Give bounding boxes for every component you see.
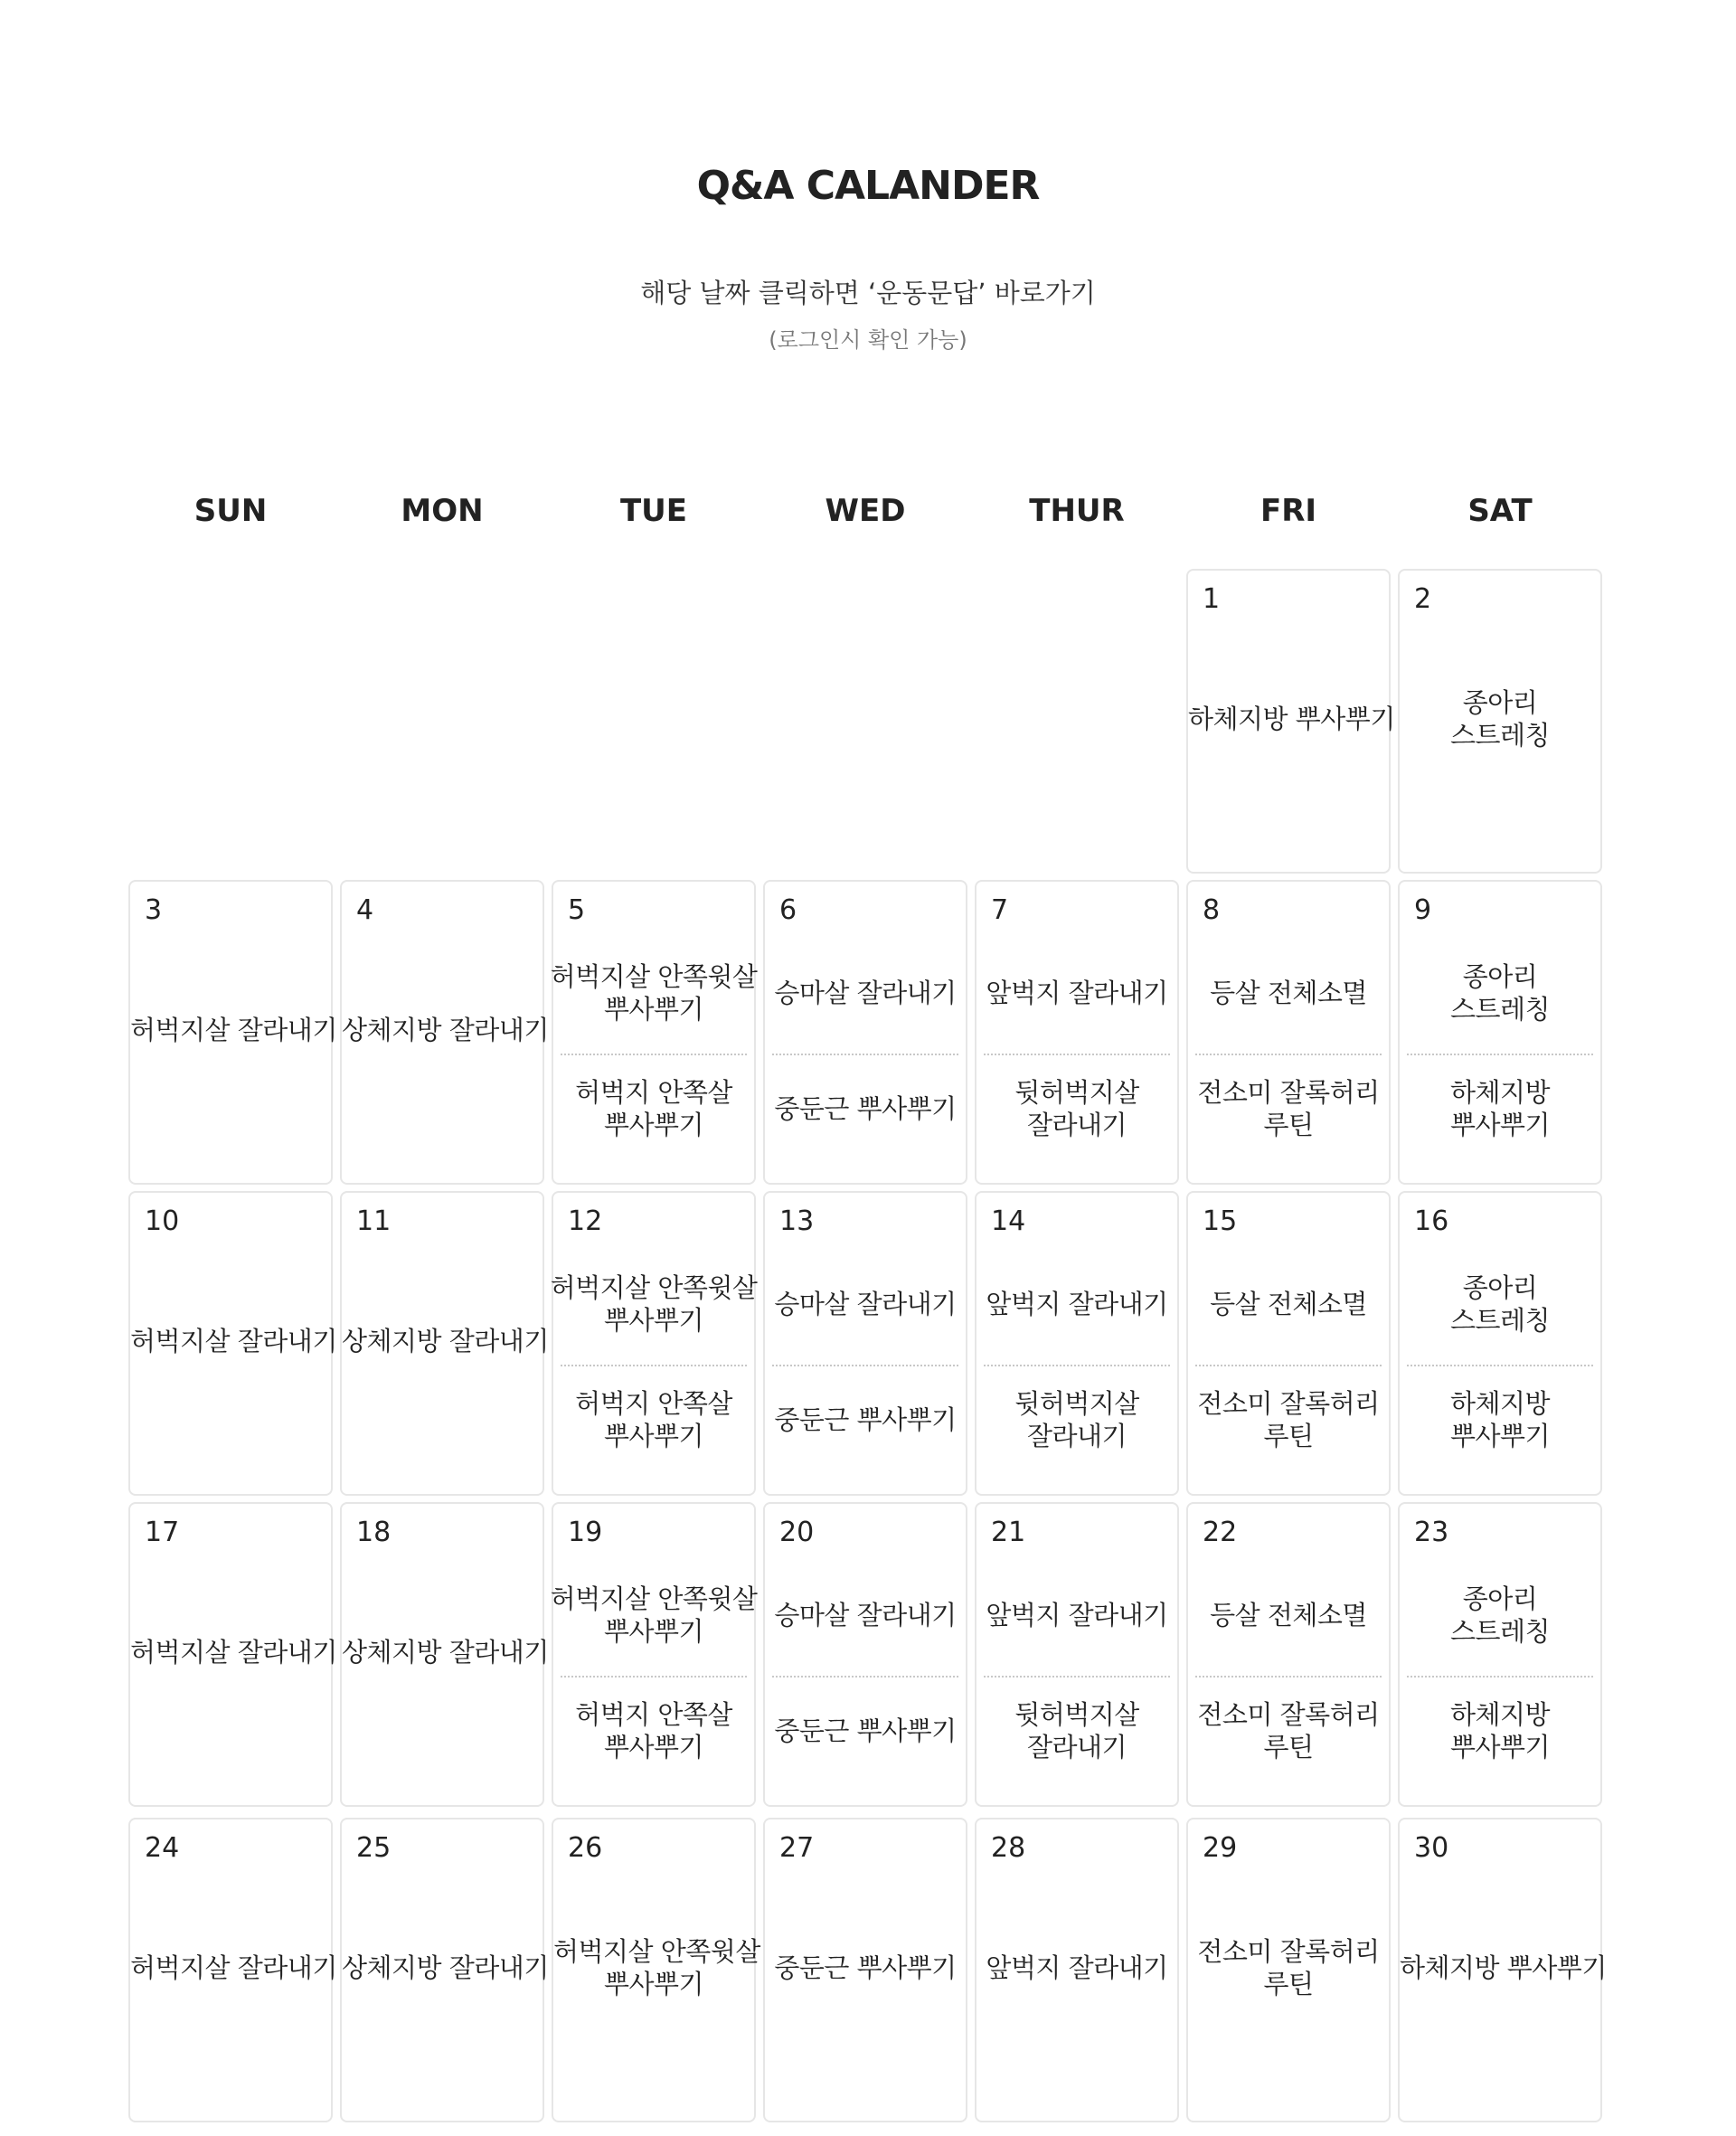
workout-entry-text	[1210, 977, 1367, 1009]
workout-entry-line: 뿌사뿌기	[603, 1420, 704, 1451]
day-number: 27	[779, 1832, 815, 1864]
workout-entry-line: 허벅지살 안쪽윗살	[553, 1936, 760, 1967]
workout-entry-primary[interactable]	[550, 1565, 758, 1665]
workout-entry-text	[1197, 1698, 1379, 1763]
day-cell-26[interactable]	[552, 1818, 760, 2122]
workout-entry[interactable]	[976, 1952, 1177, 1984]
workout-entry-text	[1450, 960, 1550, 1025]
workout-entry-text	[551, 960, 758, 1025]
day-cell-14[interactable]	[975, 1191, 1179, 1496]
workout-entry[interactable]	[342, 1636, 549, 1668]
workout-entry-line: 뿌사뿌기	[603, 1305, 704, 1336]
workout-entry-primary[interactable]	[1400, 1565, 1600, 1665]
weekday-wed: WED	[825, 493, 906, 529]
workout-entry-line: 앞벅지 잘라내기	[986, 1952, 1168, 1983]
day-number: 3	[145, 894, 163, 926]
day-cell-17[interactable]	[128, 1502, 337, 1807]
day-number: 15	[1203, 1205, 1238, 1237]
workout-entry-line: 루틴	[1263, 1731, 1314, 1763]
workout-entry-line: 허벅지살 안쪽윗살	[550, 1272, 758, 1303]
workout-entry-secondary[interactable]	[1188, 1674, 1389, 1787]
workout-entry-line: 종아리	[1462, 961, 1538, 992]
day-cell-15[interactable]	[1186, 1191, 1391, 1496]
workout-entry-line: 중둔근 뿌사뿌기	[774, 1092, 957, 1124]
day-number: 30	[1414, 1832, 1449, 1864]
workout-entry-secondary[interactable]	[1188, 1052, 1389, 1165]
workout-entry-text	[774, 1715, 956, 1747]
workout-entry-text	[1210, 1599, 1367, 1631]
workout-entry-secondary[interactable]	[553, 1052, 754, 1165]
workout-entry-line: 종아리	[1462, 1272, 1538, 1303]
workout-entry-text	[1450, 1387, 1550, 1452]
day-cell-4[interactable]	[340, 880, 549, 1185]
workout-entry-line: 스트레칭	[1449, 1616, 1551, 1647]
day-number: 13	[779, 1205, 815, 1237]
workout-entry-line: 스트레칭	[1449, 720, 1551, 751]
workout-entry-line: 전소미 잘록허리	[1197, 1387, 1380, 1419]
day-cell-28[interactable]	[975, 1818, 1179, 2122]
workout-entry-text	[774, 1404, 956, 1436]
workout-entry[interactable]	[342, 1014, 549, 1046]
workout-entry[interactable]	[342, 1325, 549, 1357]
workout-entry-secondary[interactable]	[1188, 1363, 1389, 1476]
workout-entry-line: 잘라내기	[1026, 1731, 1127, 1763]
day-number: 26	[568, 1832, 603, 1864]
workout-entry-line: 뿌사뿌기	[603, 1969, 704, 1999]
workout-entry-line: 뿌사뿌기	[603, 994, 704, 1025]
workout-entry[interactable]	[1400, 1952, 1607, 1984]
day-cell-3[interactable]	[128, 880, 337, 1185]
day-cell-6[interactable]	[763, 880, 967, 1185]
workout-entry[interactable]	[765, 1952, 966, 1984]
workout-entry-line: 중둔근 뿌사뿌기	[774, 1952, 957, 1983]
workout-entry-line: 등살 전체소멸	[1210, 1289, 1367, 1319]
weekday-sat: SAT	[1467, 493, 1533, 529]
workout-entry-line: 허벅지 안쪽살	[575, 1076, 732, 1108]
workout-entry-text	[1450, 1583, 1550, 1648]
workout-entry-line: 루틴	[1263, 1420, 1314, 1451]
workout-entry-text	[774, 977, 956, 1009]
workout-entry-line: 중둔근 뿌사뿌기	[774, 1715, 957, 1746]
day-cell-1[interactable]	[1186, 569, 1395, 874]
workout-entry-text	[575, 1698, 732, 1763]
workout-entry-line: 등살 전체소멸	[1210, 1600, 1367, 1630]
workout-entry-line: 앞벅지 잘라내기	[986, 1600, 1168, 1630]
day-cell-5[interactable]	[552, 880, 756, 1185]
workout-entry[interactable]	[130, 1014, 337, 1046]
workout-entry-text	[986, 1599, 1167, 1631]
workout-entry-line: 전소미 잘록허리	[1197, 1698, 1380, 1730]
workout-entry-line: 앞벅지 잘라내기	[986, 1289, 1168, 1319]
workout-entry-line: 하체지방	[1449, 1698, 1551, 1730]
workout-entry-line: 허벅지 안쪽살	[575, 1698, 732, 1730]
workout-entry-primary[interactable]	[550, 1254, 758, 1354]
day-cell-2[interactable]	[1398, 569, 1602, 874]
workout-entry-line: 뿌사뿌기	[603, 1616, 704, 1647]
workout-entry-secondary[interactable]	[765, 1363, 966, 1476]
workout-entry-primary[interactable]	[976, 1565, 1177, 1665]
workout-entry-secondary[interactable]	[976, 1052, 1177, 1165]
workout-entry[interactable]	[553, 1935, 760, 2000]
weekday-mon: MON	[401, 493, 484, 529]
workout-entry[interactable]	[130, 1325, 337, 1357]
workout-entry-text	[551, 1271, 758, 1337]
workout-entry-line: 뒷허벅지살	[1014, 1387, 1139, 1419]
day-cell-16[interactable]	[1398, 1191, 1602, 1496]
workout-entry-primary[interactable]	[976, 1254, 1177, 1354]
workout-entry-primary[interactable]	[976, 943, 1177, 1043]
day-number: 28	[991, 1832, 1026, 1864]
workout-entry[interactable]	[1188, 703, 1395, 735]
weekday-sun: SUN	[193, 493, 268, 529]
workout-entry-primary[interactable]	[1188, 943, 1389, 1043]
day-cell-9[interactable]	[1398, 880, 1602, 1185]
workout-entry-line: 등살 전체소멸	[1210, 978, 1367, 1008]
workout-entry-line: 상체지방 잘라내기	[342, 1326, 549, 1356]
workout-entry-secondary[interactable]	[976, 1674, 1177, 1787]
day-cell-18[interactable]	[340, 1502, 549, 1807]
day-number: 14	[991, 1205, 1026, 1237]
workout-entry-text	[1210, 1288, 1367, 1320]
workout-entry-line: 뒷허벅지살	[1014, 1698, 1139, 1730]
day-number: 2	[1414, 583, 1432, 615]
workout-entry-primary[interactable]	[1188, 1254, 1389, 1354]
workout-entry[interactable]	[130, 1952, 337, 1984]
workout-entry-text	[774, 1092, 956, 1125]
day-number: 6	[779, 894, 797, 926]
day-cell-29[interactable]	[1186, 1818, 1391, 2122]
day-number: 11	[356, 1205, 392, 1237]
page-subtitle: 해당 날짜 클릭하면 ‘운동문답’ 바로가기	[640, 278, 1096, 308]
day-number: 22	[1203, 1517, 1238, 1548]
day-number: 21	[991, 1517, 1026, 1548]
workout-entry-line: 상체지방 잘라내기	[342, 1637, 549, 1668]
workout-entry-line: 스트레칭	[1449, 994, 1551, 1025]
workout-entry-line: 종아리	[1462, 1583, 1538, 1614]
workout-entry-line: 하체지방 뿌사뿌기	[1188, 704, 1395, 734]
workout-entry-secondary[interactable]	[1400, 1363, 1600, 1476]
day-number: 29	[1203, 1832, 1238, 1864]
workout-entry-primary[interactable]	[765, 1254, 966, 1354]
workout-entry-line: 승마살 잘라내기	[774, 1289, 957, 1319]
day-cell-23[interactable]	[1398, 1502, 1602, 1807]
workout-entry-primary[interactable]	[550, 943, 758, 1043]
workout-entry-line: 허벅지살 잘라내기	[130, 1326, 337, 1356]
workout-entry-text	[1197, 1387, 1379, 1452]
workout-entry-line: 허벅지살 안쪽윗살	[550, 1583, 758, 1614]
workout-entry-line: 스트레칭	[1449, 1305, 1551, 1336]
day-number: 5	[568, 894, 586, 926]
day-cell-8[interactable]	[1186, 880, 1391, 1185]
day-number: 10	[145, 1205, 180, 1237]
workout-entry-line: 승마살 잘라내기	[774, 1600, 957, 1630]
day-cell-11[interactable]	[340, 1191, 549, 1496]
workout-entry-primary[interactable]	[765, 943, 966, 1043]
workout-entry-line: 하체지방	[1449, 1076, 1551, 1108]
workout-entry-text	[1197, 1076, 1379, 1141]
workout-entry-text	[1014, 1076, 1139, 1141]
workout-entry-primary[interactable]	[1400, 943, 1600, 1043]
workout-entry-line: 허벅지살 잘라내기	[130, 1015, 337, 1045]
day-cell-24[interactable]	[128, 1818, 337, 2122]
workout-entry-line: 허벅지살 잘라내기	[130, 1952, 337, 1983]
workout-entry-line: 전소미 잘록허리	[1197, 1936, 1380, 1967]
weekday-thur: THUR	[1029, 493, 1125, 529]
workout-entry-line: 루틴	[1263, 1969, 1314, 1999]
day-cell-10[interactable]	[128, 1191, 337, 1496]
workout-entry-primary[interactable]	[1400, 1254, 1600, 1354]
day-number: 1	[1203, 583, 1221, 615]
workout-entry-line: 중둔근 뿌사뿌기	[774, 1404, 957, 1435]
workout-entry-primary[interactable]	[1188, 1565, 1389, 1665]
day-cell-7[interactable]	[975, 880, 1179, 1185]
day-number: 17	[145, 1517, 180, 1548]
weekday-fri: FRI	[1260, 493, 1317, 529]
workout-entry-line: 뿌사뿌기	[1449, 1109, 1551, 1140]
day-number: 7	[991, 894, 1009, 926]
workout-entry-line: 뒷허벅지살	[1014, 1076, 1139, 1108]
day-number: 8	[1203, 894, 1221, 926]
workout-entry-line: 상체지방 잘라내기	[342, 1015, 549, 1045]
day-cell-25[interactable]	[340, 1818, 549, 2122]
login-note: (로그인시 확인 가능)	[769, 327, 967, 353]
day-number: 19	[568, 1517, 603, 1548]
workout-entry-line: 허벅지살 안쪽윗살	[550, 961, 758, 992]
workout-entry-line: 전소미 잘록허리	[1197, 1076, 1380, 1108]
day-cell-20[interactable]	[763, 1502, 967, 1807]
workout-entry-secondary[interactable]	[553, 1674, 754, 1787]
workout-entry-text	[1450, 1076, 1550, 1141]
day-number: 24	[145, 1832, 180, 1864]
day-number: 16	[1414, 1205, 1449, 1237]
workout-entry-line: 하체지방 뿌사뿌기	[1400, 1952, 1607, 1983]
workout-entry-secondary[interactable]	[1400, 1052, 1600, 1165]
day-number: 20	[779, 1517, 815, 1548]
workout-entry[interactable]	[130, 1636, 337, 1668]
workout-entry-text	[986, 1288, 1167, 1320]
workout-entry-secondary[interactable]	[765, 1052, 966, 1165]
workout-entry-text	[986, 977, 1167, 1009]
workout-entry-text	[1450, 1271, 1550, 1337]
workout-entry-text	[774, 1288, 956, 1320]
day-number: 23	[1414, 1517, 1449, 1548]
day-number: 4	[356, 894, 374, 926]
day-cell-19[interactable]	[552, 1502, 756, 1807]
workout-entry[interactable]	[342, 1952, 549, 1984]
workout-entry-line: 뿌사뿌기	[1449, 1420, 1551, 1451]
workout-entry-text	[774, 1599, 956, 1631]
workout-entry-text	[1014, 1698, 1139, 1763]
workout-entry-line: 뿌사뿌기	[1449, 1731, 1551, 1763]
workout-entry-line: 허벅지살 잘라내기	[130, 1637, 337, 1668]
workout-entry-line: 잘라내기	[1026, 1109, 1127, 1140]
workout-entry-line: 뿌사뿌기	[603, 1731, 704, 1763]
workout-entry-text	[551, 1583, 758, 1648]
workout-entry[interactable]	[1188, 1935, 1389, 2000]
day-cell-22[interactable]	[1186, 1502, 1391, 1807]
day-number: 25	[356, 1832, 392, 1864]
workout-entry-line: 뿌사뿌기	[603, 1109, 704, 1140]
workout-entry-secondary[interactable]	[765, 1674, 966, 1787]
day-number: 18	[356, 1517, 392, 1548]
weekday-tue: TUE	[619, 493, 688, 529]
workout-entry-secondary[interactable]	[976, 1363, 1177, 1476]
workout-entry-line: 루틴	[1263, 1109, 1314, 1140]
day-cell-21[interactable]	[975, 1502, 1179, 1807]
page-title: Q&A CALANDER	[696, 163, 1040, 209]
day-cell-13[interactable]	[763, 1191, 967, 1496]
day-cell-30[interactable]	[1398, 1818, 1607, 2122]
workout-entry-text	[575, 1076, 732, 1141]
workout-entry-line: 종아리	[1462, 687, 1538, 718]
workout-entry-primary[interactable]	[765, 1565, 966, 1665]
workout-entry-line: 잘라내기	[1026, 1420, 1127, 1451]
workout-entry[interactable]	[1400, 686, 1600, 751]
workout-entry-text	[575, 1387, 732, 1452]
workout-entry-secondary[interactable]	[1400, 1674, 1600, 1787]
workout-entry-line: 하체지방	[1449, 1387, 1551, 1419]
workout-entry-line: 승마살 잘라내기	[774, 978, 957, 1008]
workout-entry-secondary[interactable]	[553, 1363, 754, 1476]
workout-entry-line: 허벅지 안쪽살	[575, 1387, 732, 1419]
workout-entry-text	[1014, 1387, 1139, 1452]
day-cell-12[interactable]	[552, 1191, 756, 1496]
workout-entry-line: 상체지방 잘라내기	[342, 1952, 549, 1983]
day-number: 9	[1414, 894, 1432, 926]
workout-entry-line: 앞벅지 잘라내기	[986, 978, 1168, 1008]
day-cell-27[interactable]	[763, 1818, 967, 2122]
workout-entry-text	[1450, 1698, 1550, 1763]
day-number: 12	[568, 1205, 603, 1237]
